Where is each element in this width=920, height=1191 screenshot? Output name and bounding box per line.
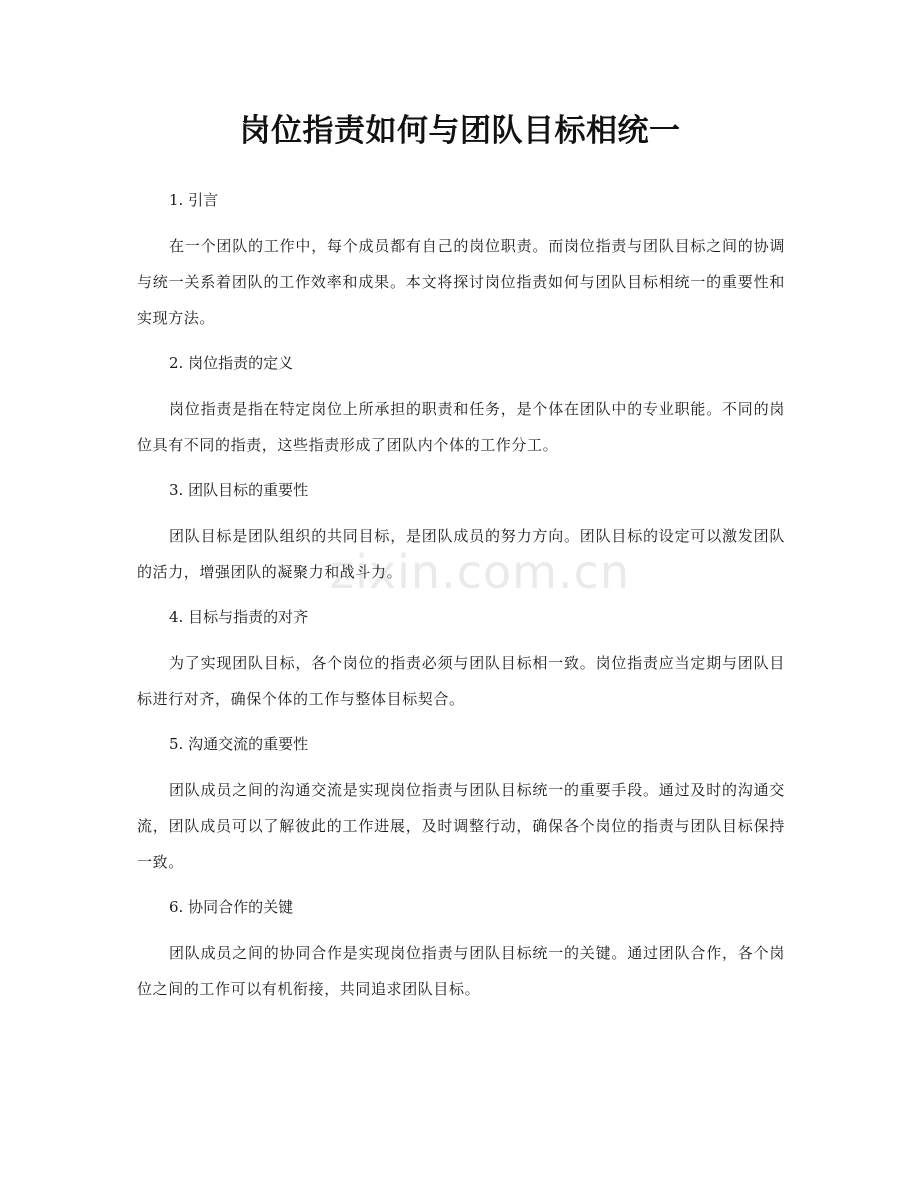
section-paragraph: 为了实现团队目标，各个岗位的指责必须与团队目标相一致。岗位指责应当定期与团队目标进行对齐，确保个体的工作与整体目标契合。 xyxy=(137,654,785,708)
watermark: zixin.com.cn xyxy=(330,545,631,599)
section-heading: 1. 引言 xyxy=(169,191,219,209)
section-heading: 3. 团队目标的重要性 xyxy=(169,481,309,499)
section-paragraph: 在一个团队的工作中，每个成员都有自己的岗位职责。而岗位指责与团队目标之间的协调与统一关系着团队的工作效率和成果。本文将探讨岗位指责如何与团队目标相统一的重要性和实现方法。 xyxy=(137,237,785,327)
document-body xyxy=(137,187,785,1007)
section-heading: 4. 目标与指责的对齐 xyxy=(169,608,309,626)
section-heading: 5. 沟通交流的重要性 xyxy=(169,735,309,753)
section-heading: 2. 岗位指责的定义 xyxy=(169,354,294,372)
section-paragraph: 团队成员之间的沟通交流是实现岗位指责与团队目标统一的重要手段。通过及时的沟通交流，团队成员可以了解彼此的工作进展，及时调整行动，确保各个岗位的指责与团队目标保持一致。 xyxy=(137,781,785,871)
section-heading: 6. 协同合作的关键 xyxy=(169,898,294,916)
section-paragraph: 团队成员之间的协同合作是实现岗位指责与团队目标统一的关键。通过团队合作，各个岗位之间的工作可以有机衔接，共同追求团队目标。 xyxy=(137,944,785,998)
section-paragraph: 团队目标是团队组织的共同目标，是团队成员的努力方向。团队目标的设定可以激发团队的活力，增强团队的凝聚力和战斗力。 xyxy=(137,527,785,581)
document-title: 岗位指责如何与团队目标相统一 xyxy=(239,113,681,149)
section-paragraph: 岗位指责是指在特定岗位上所承担的职责和任务，是个体在团队中的专业职能。不同的岗位具有不同的指责，这些指责形成了团队内个体的工作分工。 xyxy=(137,400,785,454)
